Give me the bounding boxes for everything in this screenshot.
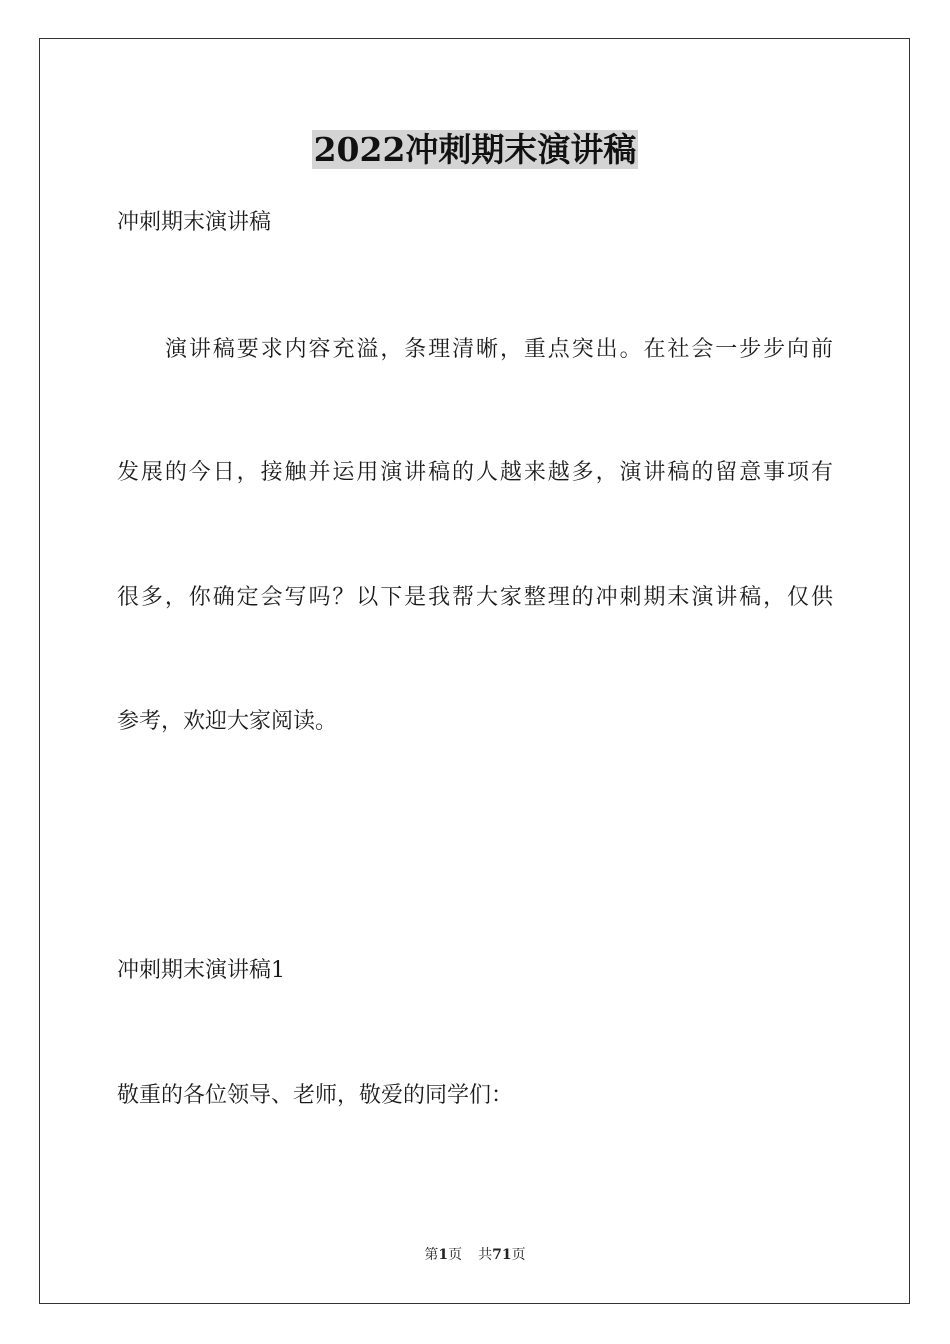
intro-line-1: 演讲稿要求内容充溢，条理清晰，重点突出。在社会一步步向前 <box>165 337 833 362</box>
intro-line-2: 发展的今日，接触并运用演讲稿的人越来越多，演讲稿的留意事项有 <box>117 460 833 485</box>
footer-page-prefix: 第 <box>424 1247 439 1263</box>
intro-line-3: 很多，你确定会写吗？以下是我帮大家整理的冲刺期末演讲稿，仅供 <box>117 585 833 610</box>
salutation: 敬重的各位领导、老师，敬爱的同学们： <box>117 1083 514 1108</box>
footer-total-suffix: 页 <box>511 1247 526 1263</box>
document-title-text: 2022冲刺期末演讲稿 <box>313 130 637 169</box>
intro-line-4: 参考，欢迎大家阅读。 <box>117 709 338 734</box>
document-subtitle: 冲刺期末演讲稿 <box>117 210 272 235</box>
footer-page-suffix: 页 <box>448 1247 463 1263</box>
document-title <box>0 126 950 174</box>
footer-page-number: 1 <box>438 1247 449 1263</box>
footer-total-pages: 71 <box>492 1247 512 1263</box>
section-heading: 冲刺期末演讲稿1 <box>117 958 285 983</box>
footer-total-prefix: 共 <box>478 1247 493 1263</box>
page-footer <box>0 1245 950 1265</box>
